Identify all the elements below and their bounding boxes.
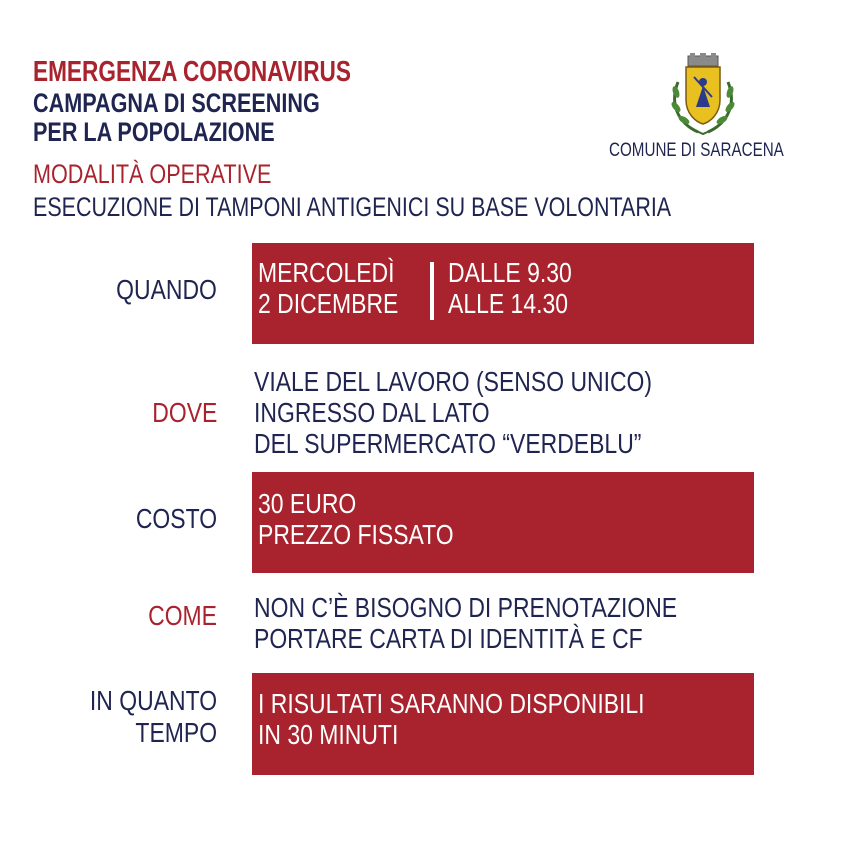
label-costo: COSTO	[135, 503, 217, 534]
comune-crest-icon	[668, 52, 738, 138]
tempo-text	[258, 688, 645, 750]
come-line-1: NON C’È BISOGNO DI PRENOTAZIONE	[254, 592, 678, 623]
label-dove: DOVE	[151, 397, 217, 428]
quando-divider	[430, 262, 434, 320]
quando-hours	[448, 257, 572, 319]
subtitle-modalita: MODALITÀ OPERATIVE	[33, 159, 272, 189]
title-emergenza: EMERGENZA CORONAVIRUS	[33, 56, 351, 88]
label-tempo-line-2: TEMPO	[135, 717, 217, 748]
label-quando: QUANDO	[116, 274, 217, 305]
quando-to: ALLE 14.30	[448, 288, 569, 319]
dove-text	[254, 366, 652, 459]
title-line-2: CAMPAGNA DI SCREENING	[33, 88, 320, 118]
subline-esecuzione: ESECUZIONE DI TAMPONI ANTIGENICI SU BASE VOLONTARIA	[33, 192, 672, 222]
costo-text	[258, 488, 454, 550]
come-line-2: PORTARE CARTA DI IDENTITÀ E CF	[254, 623, 643, 654]
tempo-line-2: IN 30 MINUTI	[258, 719, 399, 750]
title-line-3: PER LA POPOLAZIONE	[33, 117, 275, 147]
quando-date: 2 DICEMBRE	[258, 288, 399, 319]
dove-line-1: VIALE DEL LAVORO (SENSO UNICO)	[254, 366, 653, 397]
title-campagna	[33, 89, 320, 147]
comune-label: COMUNE DI SARACENA	[609, 140, 784, 161]
costo-line-1: 30 EURO	[258, 488, 357, 519]
come-text	[254, 592, 677, 654]
tempo-line-1: I RISULTATI SARANNO DISPONIBILI	[258, 688, 645, 719]
quando-day: MERCOLEDÌ	[258, 257, 395, 288]
quando-from: DALLE 9.30	[448, 257, 572, 288]
label-tempo-line-1: IN QUANTO	[89, 685, 217, 716]
dove-line-2: INGRESSO DAL LATO	[254, 397, 490, 428]
costo-line-2: PREZZO FISSATO	[258, 519, 454, 550]
quando-day-date	[258, 257, 398, 319]
label-come: COME	[148, 600, 217, 631]
label-in-quanto-tempo	[90, 685, 217, 749]
dove-line-3: DEL SUPERMERCATO “VERDEBLU”	[254, 428, 642, 459]
